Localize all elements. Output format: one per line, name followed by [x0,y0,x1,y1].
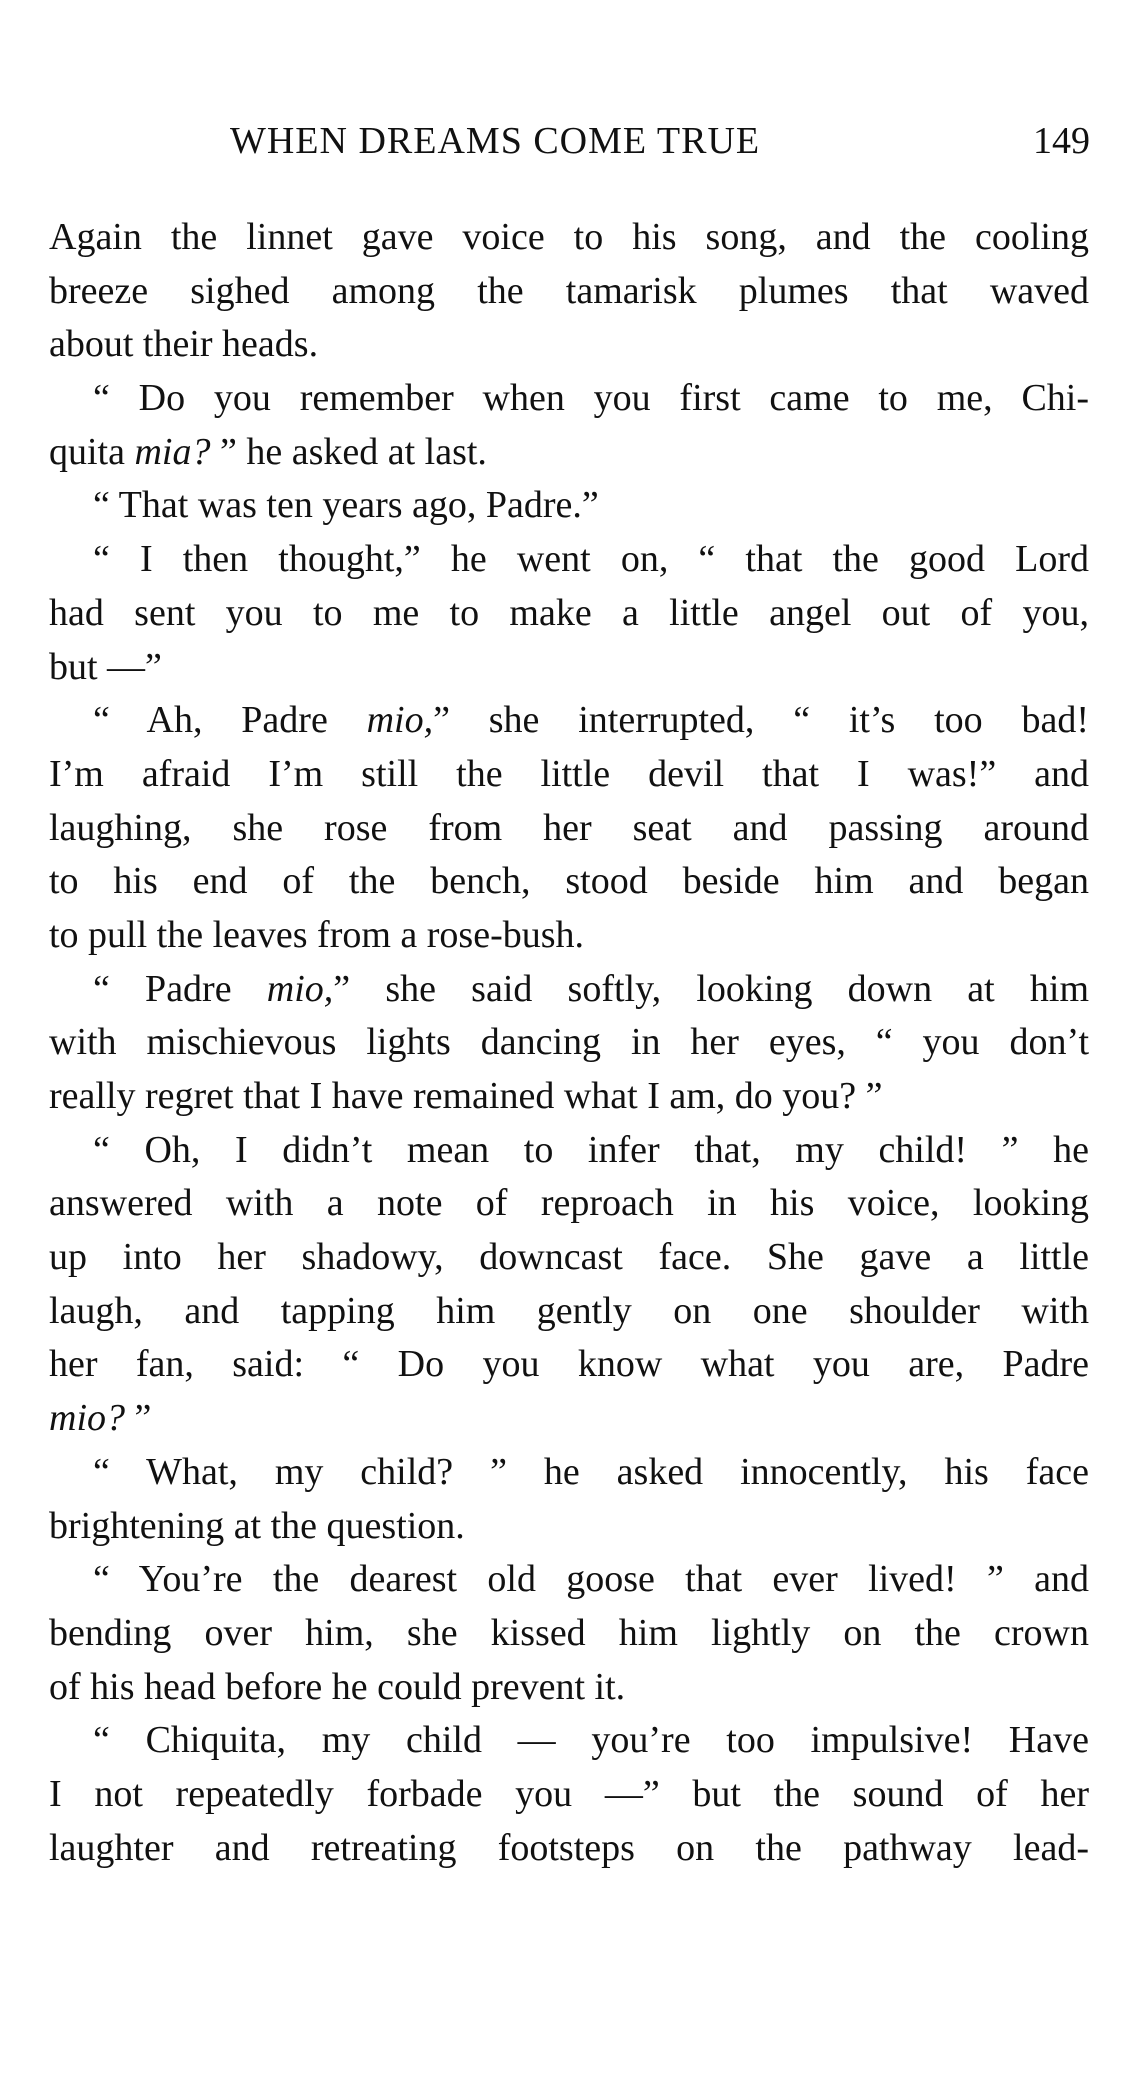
text-fragment: ” [125,1397,152,1440]
text-fragment: ” she interrupted, “ it’s too bad! [433,699,1089,742]
text-line: had sent you to me to make a little angel out of you, [49,591,1089,634]
italic-word: mio, [366,699,434,742]
text-line: about their heads. [49,323,319,366]
text-line: “ You’re the dearest old goose that ever lived! ” and [93,1558,1089,1601]
text-line: to pull the leaves from a rose-bush. [49,913,585,956]
text-line: really regret that I have remained what I am, do you? ” [49,1075,883,1117]
text-line: answered with a note of reproach in his voice, looking [49,1182,1089,1225]
text-line: but —” [49,645,162,688]
text-line: “ Chiquita, my child — you’re too impulsive! Have [93,1719,1089,1762]
text-fragment: ” he asked at last. [210,430,487,473]
text-line: brightening at the question. [49,1504,465,1547]
text-line: “ That was ten years ago, Padre.” [93,484,599,527]
text-line: bending over him, she kissed him lightly on the crown [49,1611,1089,1654]
text-line [49,372,1089,426]
text-line [49,694,1089,748]
body-text [49,211,1089,1875]
text-line: “ What, my child? ” he asked innocently, his face [93,1450,1089,1493]
text-line: I not repeatedly forbade you —” but the sound of her [49,1772,1089,1815]
running-head [50,116,1090,166]
italic-word: mio? [49,1397,125,1440]
text-line [49,963,1089,1017]
text-line: of his head before he could prevent it. [49,1665,626,1708]
text-line: to his end of the bench, stood beside him and began [49,860,1089,903]
text-line: with mischievous lights dancing in her eyes, “ you don’t [49,1021,1089,1064]
page-number: 149 [1033,120,1090,162]
text-line [49,1392,1089,1446]
text-fragment: “ Ah, Padre [93,699,367,742]
text-line: laughter and retreating footsteps on the pathway lead- [49,1826,1089,1869]
italic-word: mio, [266,967,334,1010]
text-line: laughing, she rose from her seat and passing around [49,806,1089,849]
chapter-title: WHEN DREAMS COME TRUE [230,120,761,162]
text-line: “ Oh, I didn’t mean to infer that, my child! ” he [93,1128,1089,1171]
text-line [49,426,1089,480]
text-line: I’m afraid I’m still the little devil that I was!” and [49,752,1089,795]
text-fragment: “ Do you remember when you first came to me, Chi- [93,377,1089,420]
italic-word: mia? [134,430,211,473]
text-fragment: “ Padre [93,967,267,1010]
text-fragment: ” she said softly, looking down at him [333,967,1089,1010]
text-line: laugh, and tapping him gently on one shoulder with [49,1289,1089,1332]
text-line: up into her shadowy, downcast face. She gave a little [49,1236,1089,1279]
text-line: her fan, said: “ Do you know what you are, Padre [49,1343,1089,1386]
text-line: breeze sighed among the tamarisk plumes that waved [49,269,1089,312]
text-fragment: quita [49,430,135,473]
text-line: Again the linnet gave voice to his song, and the cooling [49,216,1089,258]
text-line: “ I then thought,” he went on, “ that the good Lord [93,538,1089,581]
